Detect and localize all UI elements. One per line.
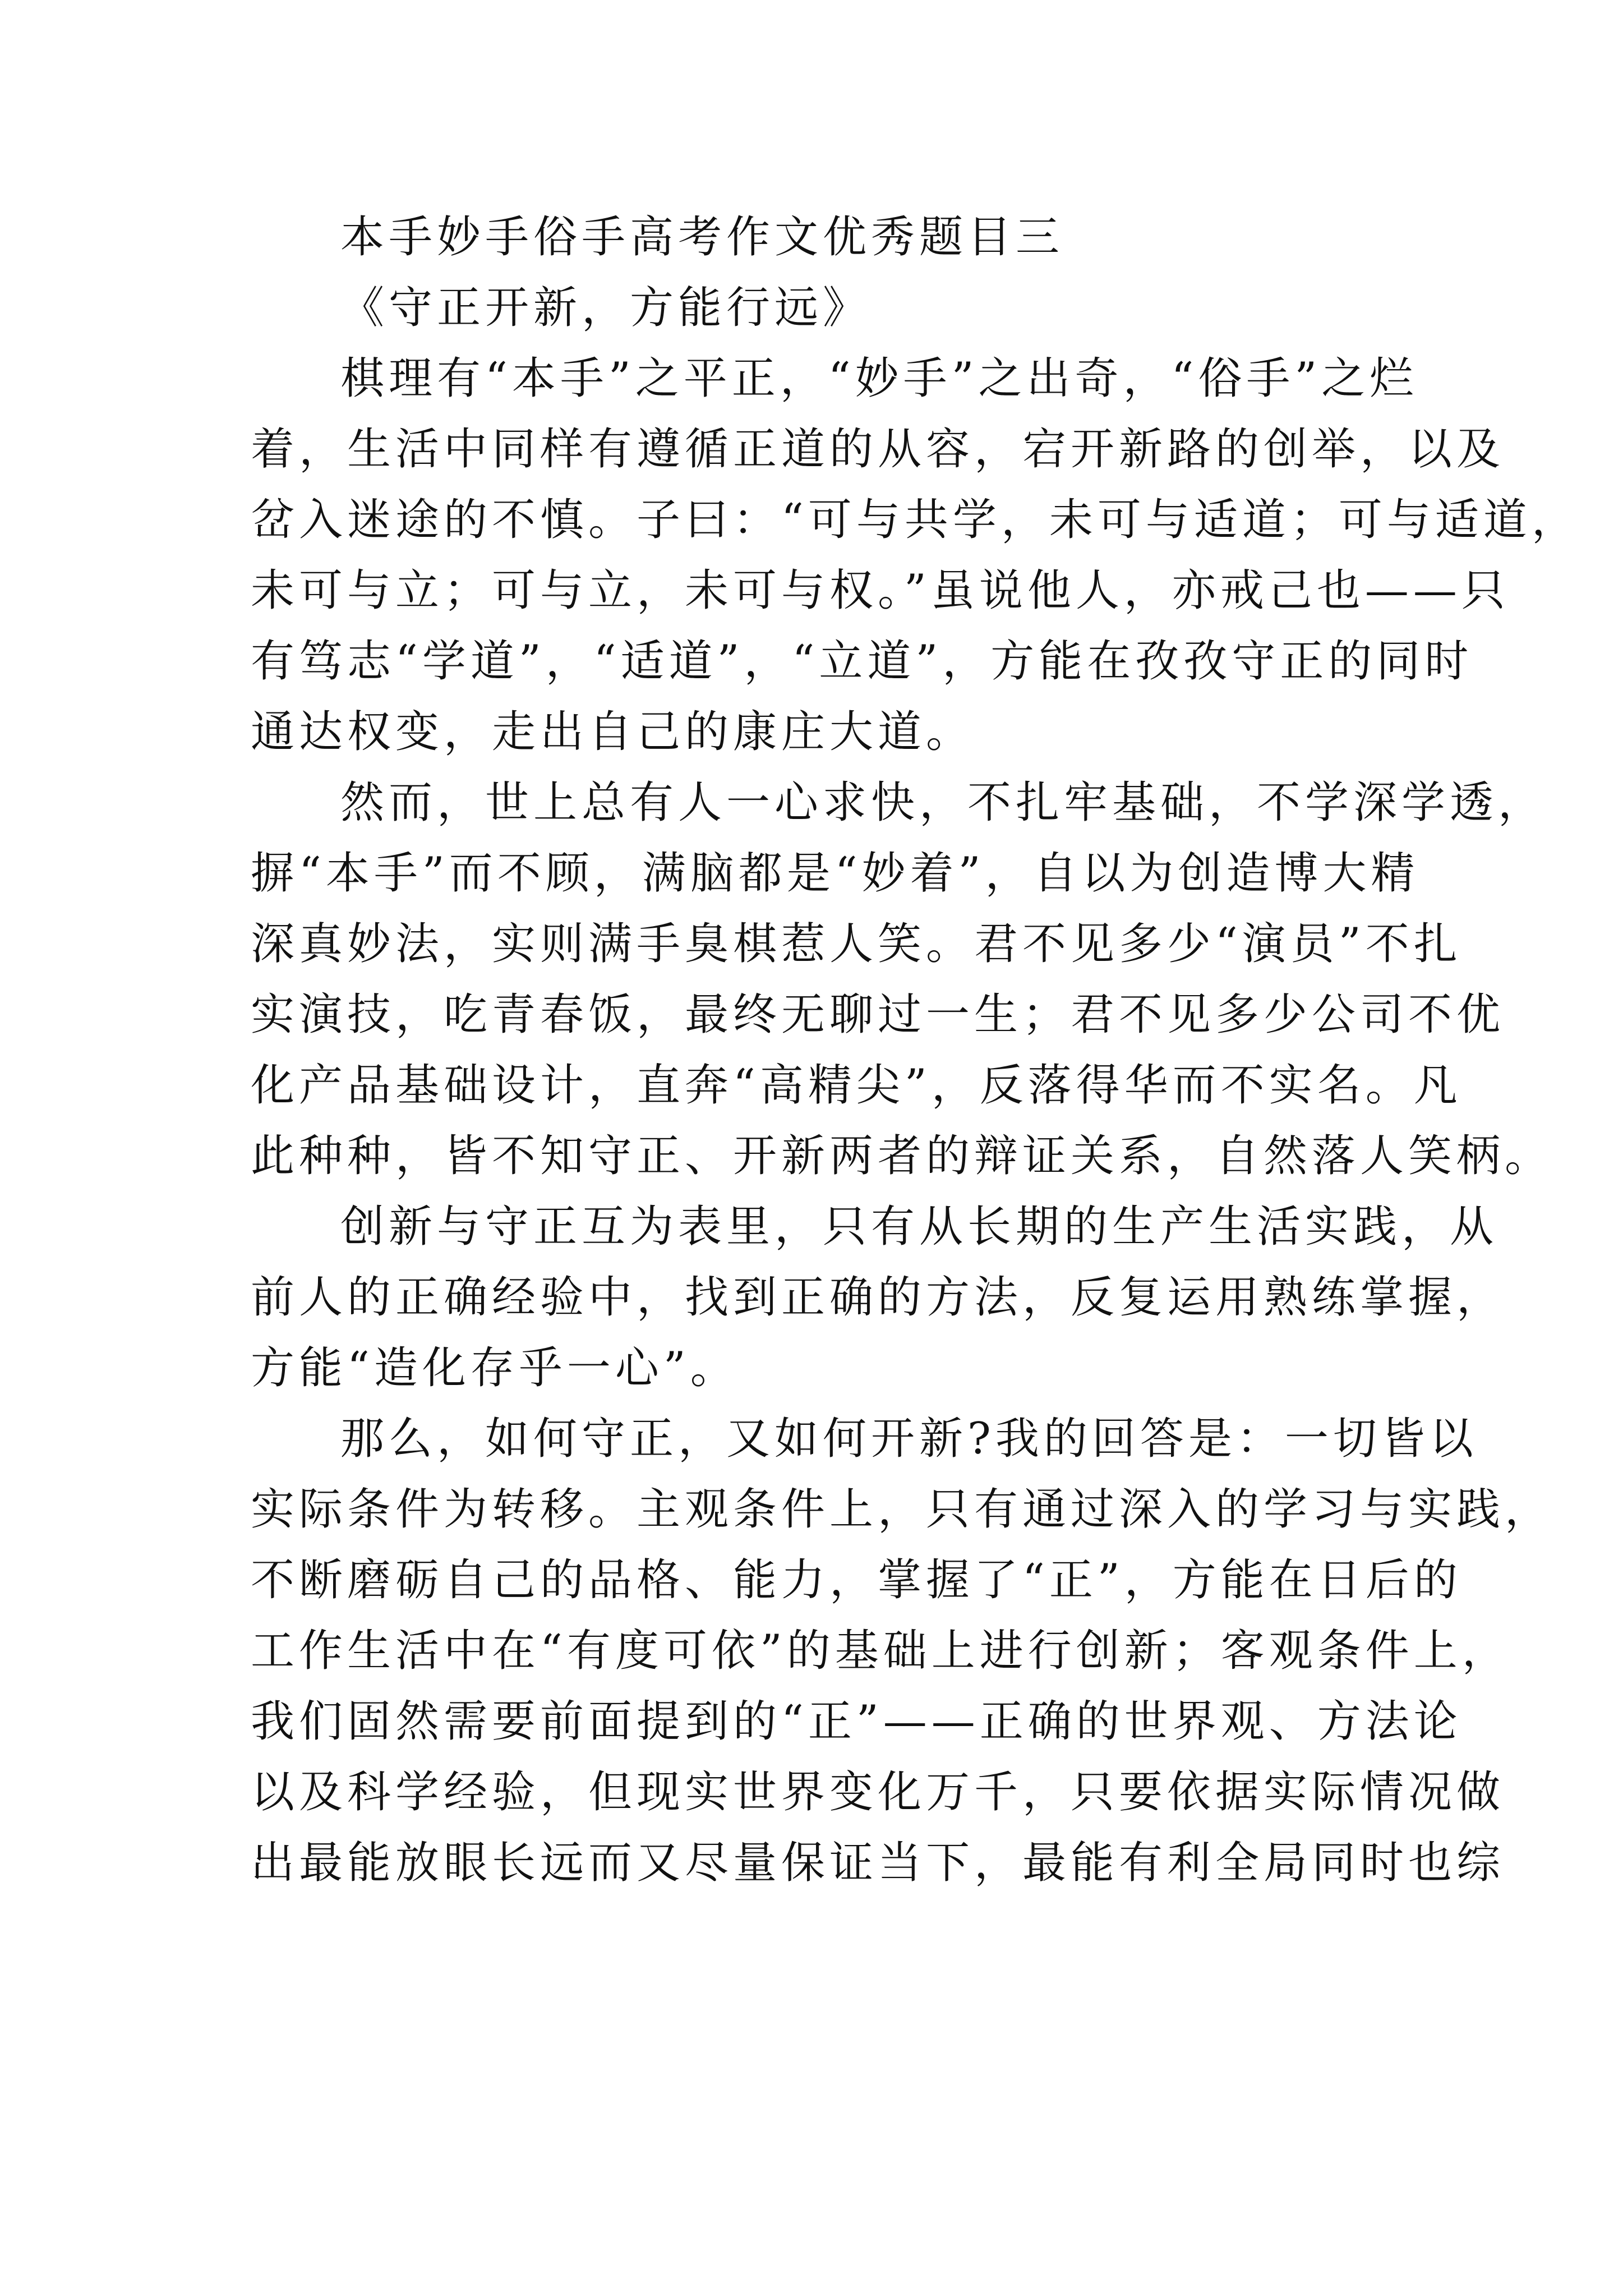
paragraph-line: 我们固然需要前面提到的“正”——正确的世界观、方法论: [251, 1696, 1462, 1747]
paragraph-line: 着，生活中同样有遵循正道的从容，宕开新路的创举，以及: [251, 424, 1505, 475]
paragraph-line: 棋理有“本手”之平正，“妙手”之出奇，“俗手”之烂: [340, 353, 1418, 404]
paragraph-line: 岔入迷途的不慎。子曰：“可与共学，未可与适道；可与适道，: [251, 495, 1580, 545]
paragraph-line: 有笃志“学道”，“适道”，“立道”，方能在孜孜守正的同时: [251, 636, 1473, 687]
paragraph-line: 然而，世上总有人一心求快，不扎牢基础，不学深学透，: [340, 777, 1547, 828]
paragraph-line: 深真妙法，实则满手臭棋惹人笑。君不见多少“演员”不扎: [251, 919, 1462, 969]
paragraph-2: [251, 767, 1553, 1191]
paragraph-line: 摒“本手”而不顾，满脑都是“妙着”，自以为创造博大精: [251, 848, 1419, 899]
paragraph-1: [251, 343, 1580, 767]
paragraph-line: 此种种，皆不知守正、开新两者的辩证关系，自然落人笑柄。: [251, 1131, 1553, 1181]
paragraph-line: 前人的正确经验中，找到正确的方法，反复运用熟练掌握，: [251, 1272, 1505, 1323]
paragraph-line: 工作生活中在“有度可依”的基础上进行创新；客观条件上，: [251, 1626, 1510, 1676]
paragraph-line: 那么，如何守正，又如何开新?我的回答是：一切皆以: [340, 1414, 1478, 1464]
paragraph-line: 实际条件为转移。主观条件上，只有通过深入的学习与实践，: [251, 1484, 1553, 1535]
document-title: 本手妙手俗手高考作文优秀题目三: [340, 212, 1064, 263]
paragraph-line: 未可与立；可与立，未可与权。”虽说他人，亦戒己也——只: [251, 565, 1510, 616]
paragraph-line: 出最能放眼长远而又尽量保证当下，最能有利全局同时也综: [251, 1838, 1505, 1888]
paragraph-4: [251, 1404, 1553, 1898]
paragraph-line: 化产品基础设计，直奔“高精尖”，反落得华而不实名。凡: [251, 1060, 1462, 1111]
document-body: [251, 202, 1580, 1898]
paragraph-line: 创新与守正互为表里，只有从长期的生产生活实践，从: [340, 1202, 1498, 1252]
paragraph-line: 实演技，吃青春饭，最终无聊过一生；君不见多少公司不优: [251, 990, 1505, 1040]
paragraph-line: 通达权变，走出自己的康庄大道。: [251, 707, 975, 757]
paragraph-line: 以及科学经验，但现实世界变化万千，只要依据实际情况做: [251, 1767, 1505, 1818]
paragraph-3: [251, 1191, 1505, 1404]
paragraph-line: 方能“造化存乎一心”。: [251, 1343, 739, 1393]
paragraph-line: 不断磨砺自己的品格、能力，掌握了“正”，方能在日后的: [251, 1555, 1462, 1605]
essay-title: 《守正开新，方能行远》: [340, 283, 872, 333]
